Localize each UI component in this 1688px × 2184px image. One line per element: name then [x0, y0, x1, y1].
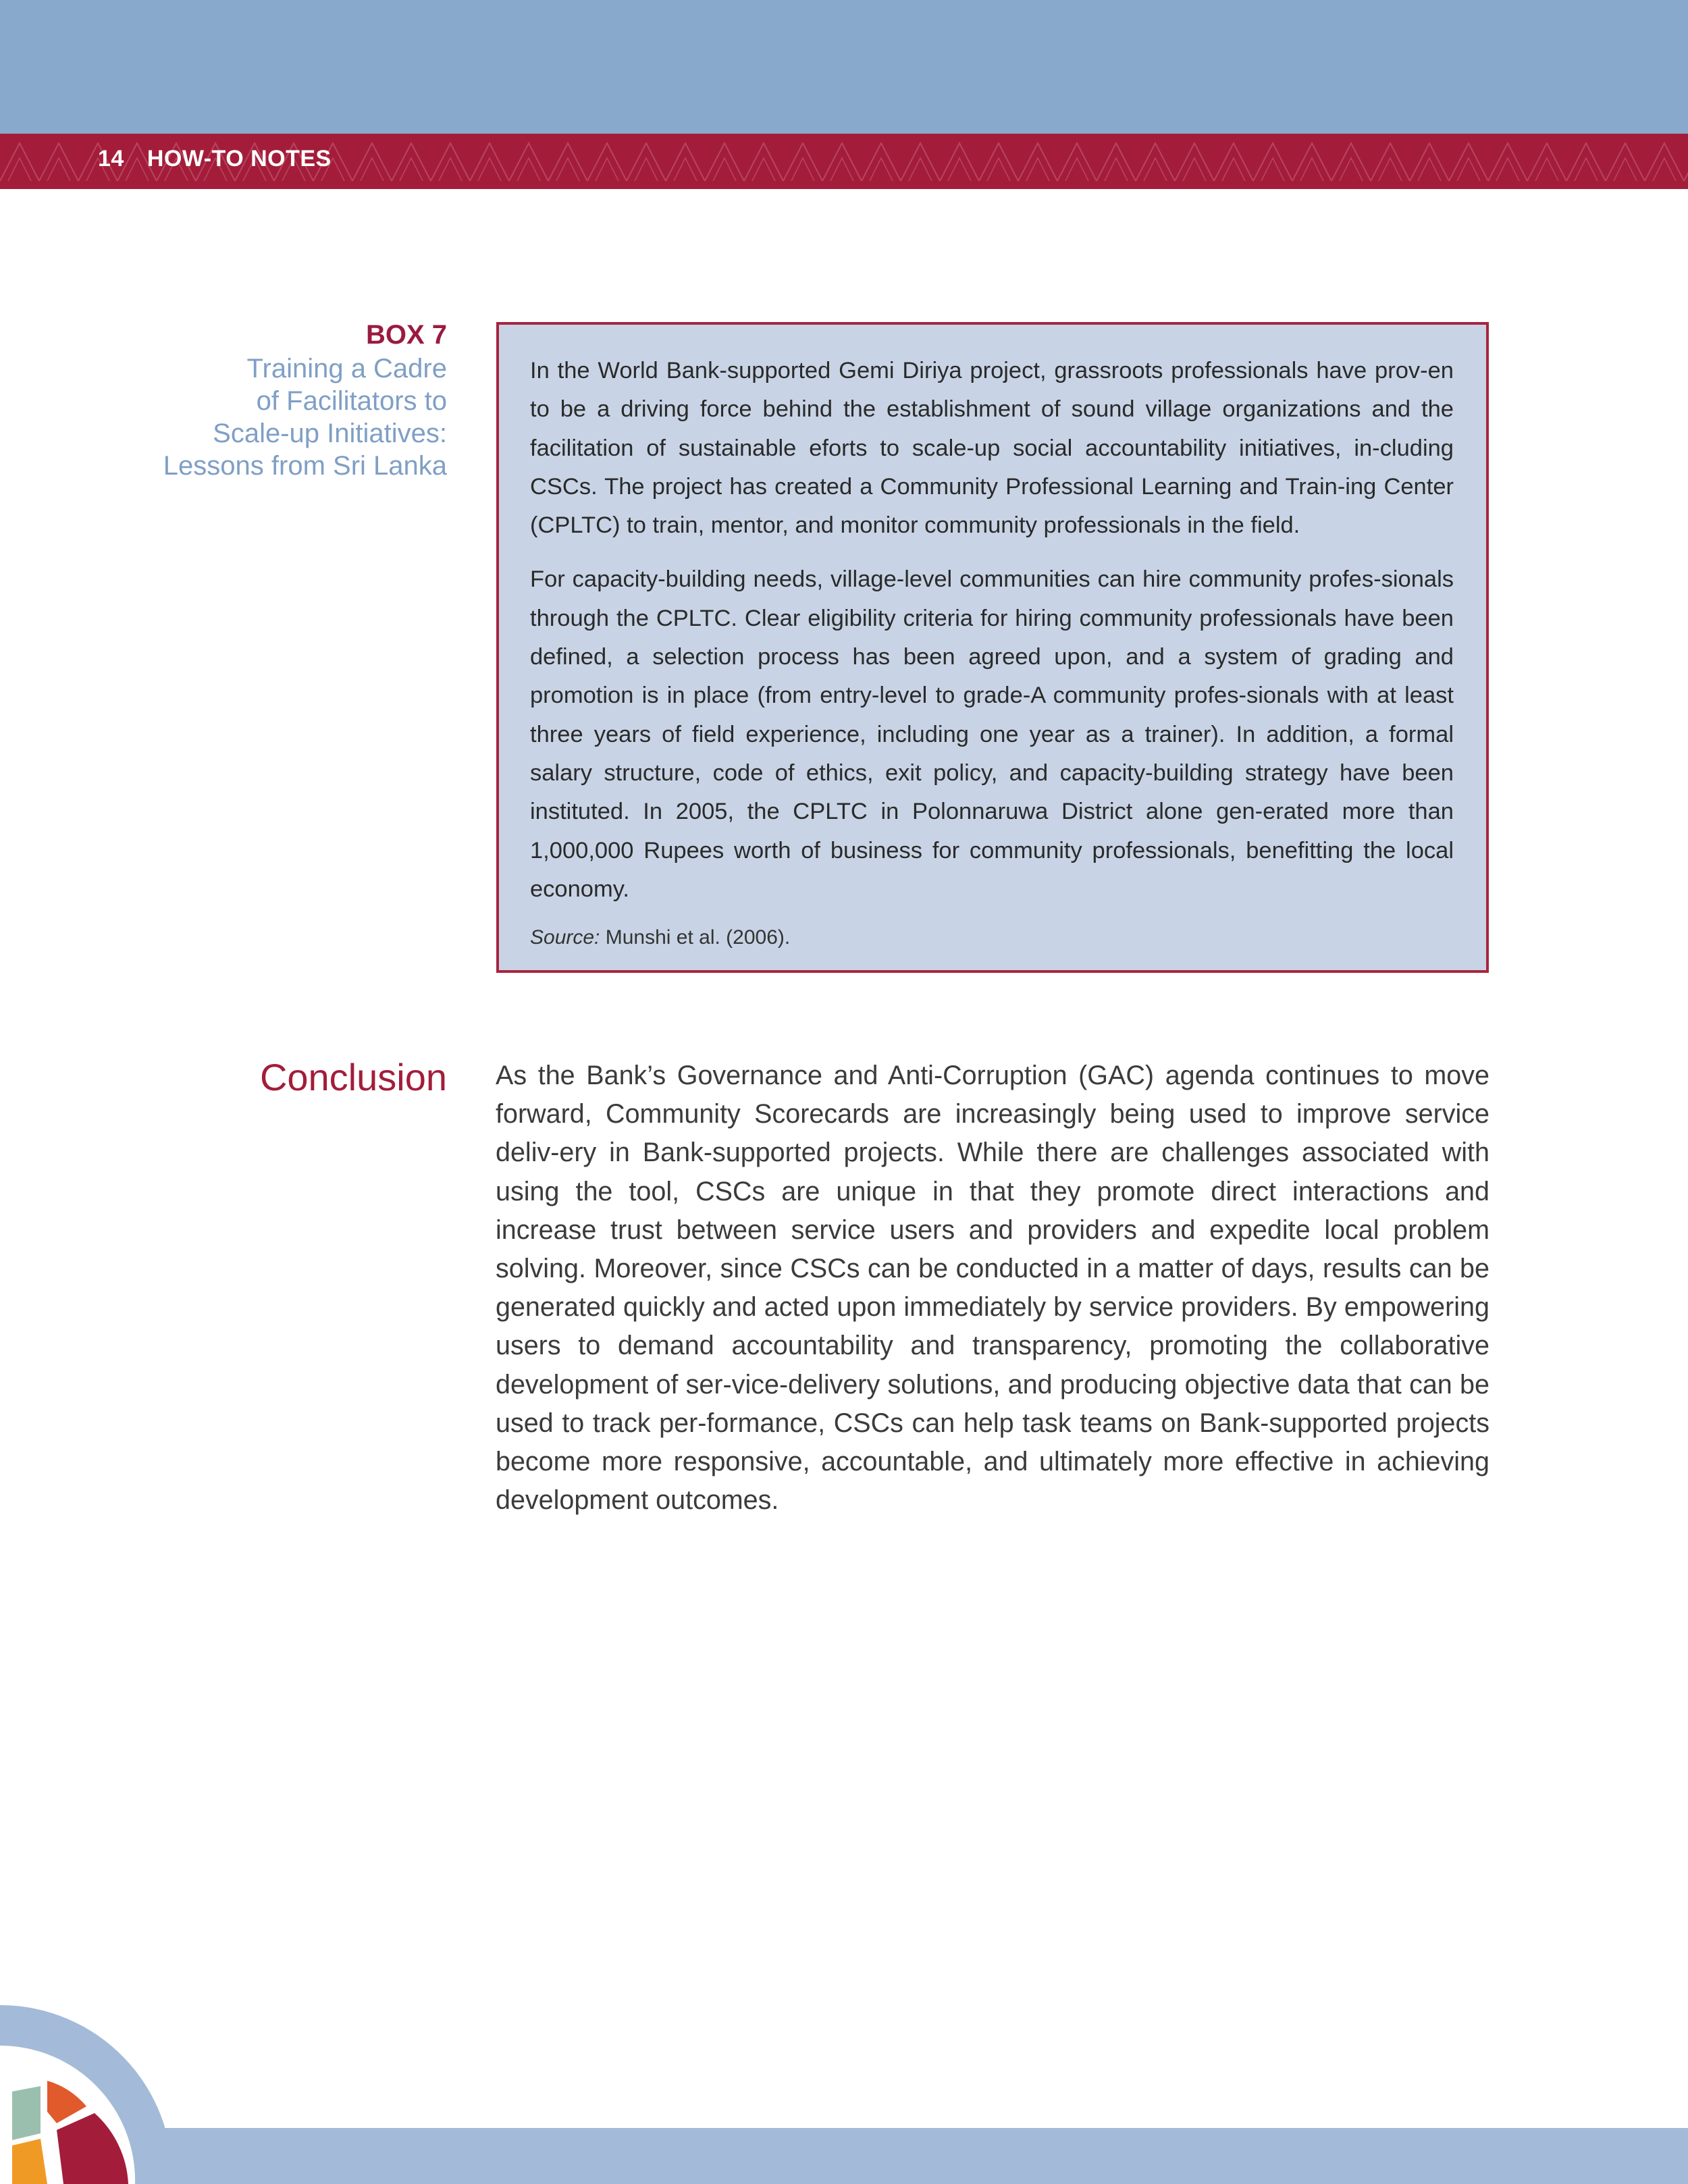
conclusion-body: As the Bank’s Governance and Anti-Corruption (GAC) agenda continues to move forward, Community Scorecards are increasingly being used to improve service deliv-ery in Bank-supported projects. While there are challenges associated with using the tool, CSCs are unique in that they promote direct interactions and increase trust between service users and providers and expedite local problem solving. Moreover, since CSCs can be conducted in a matter of days, results can be generated quickly and acted upon immediately by service providers. By empowering users to demand accountability and transparency, promoting the collaborative development of ser-vice-delivery solutions, and producing objective data that can be used to track per-formance, CSCs can help task teams on Bank-supported projects become more responsive, accountable, and ultimately more effective in achieving development outcomes.	[496, 1061, 1489, 1516]
box-title-line: Training a Cadre	[246, 354, 447, 383]
box-title-line: Scale-up Initiatives:	[213, 419, 447, 448]
box-paragraph: In the World Bank-supported Gemi Diriya project, grassroots professionals have prov-en to be a driving force behind the establishment of sound village organizations and the facilitation of sustainable eforts to scale-up social accountability initiatives, in-cluding CSCs. The project has created a Community Professional Learning and Train-ing Center (CPLTC) to train, mentor, and monitor community professionals in the field.	[530, 358, 1454, 539]
page-number: 14	[98, 146, 124, 171]
footer-band	[0, 2128, 1688, 2184]
world-bank-corner-logo-icon	[0, 2005, 176, 2184]
top-banner	[0, 0, 1688, 134]
running-header	[98, 146, 332, 172]
box-7-panel	[496, 322, 1489, 973]
box-source	[530, 924, 1454, 951]
source-citation: Munshi et al. (2006).	[605, 926, 791, 949]
box-title-line: of Facilitators to	[256, 386, 447, 416]
header-ribbon	[0, 134, 1688, 189]
series-title: HOW-TO NOTES	[147, 146, 332, 171]
box-sidebar	[135, 319, 447, 482]
box-label: BOX 7	[365, 320, 447, 350]
source-label: Source:	[530, 926, 600, 949]
conclusion-heading: Conclusion	[259, 1056, 447, 1098]
box-paragraph: For capacity-building needs, village-level communities can hire community profes-sionals through the CPLTC. Clear eligibility criteria for hiring community professionals have been defined, a selection process has been agreed upon, and a system of grading and promotion is in place (from entry-level to grade-A community profes-sionals with at least three years of field experience, including one year as a trainer). In addition, a formal salary structure, code of ethics, exit policy, and capacity-building strategy have been instituted. In 2005, the CPLTC in Polonnaruwa District alone gen-erated more than 1,000,000 Rupees worth of business for community professionals, benefitting the local economy.	[530, 566, 1454, 902]
box-title-line: Lessons from Sri Lanka	[163, 451, 447, 481]
box-title	[135, 352, 447, 482]
